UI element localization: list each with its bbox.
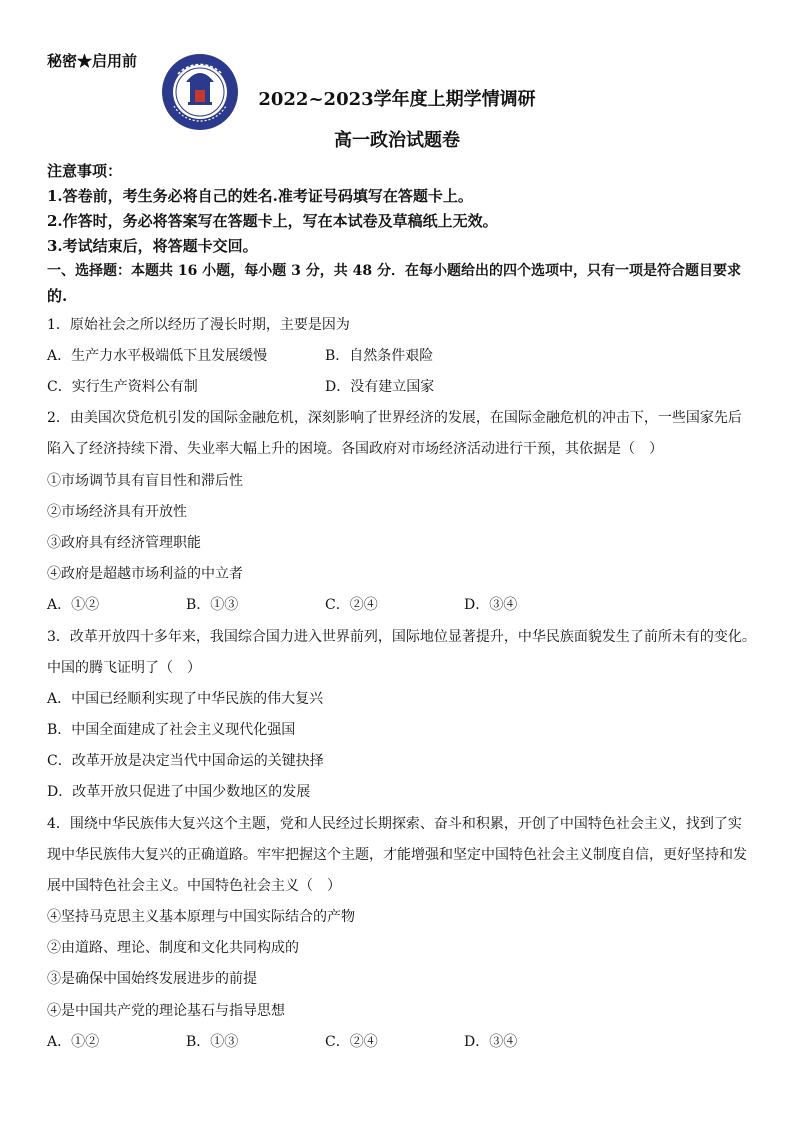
q3-stem-1: 3．改革开放四十多年来，我国综合国力进入世界前列，国际地位显著提升，中华民族面貌发生了前所未有的变化。 <box>47 629 756 645</box>
q4-statement-3: ③是确保中国始终发展进步的前提 <box>47 971 257 987</box>
confidential-mark: 秘密★启用前 <box>47 52 138 70</box>
q2-option-a: A．①② <box>47 597 100 613</box>
exam-title-line2: 高一政治试题卷 <box>334 130 460 151</box>
q2-option-c: C．②④ <box>325 597 378 613</box>
notice-heading: 注意事项： <box>47 162 123 180</box>
q4-option-d: D．③④ <box>464 1034 518 1050</box>
q3-option-c: C．改革开放是决定当代中国命运的关键抉择 <box>47 753 324 769</box>
q2-statement-1: ①市场调节具有盲目性和滞后性 <box>47 473 243 489</box>
notice-item-2: 2.作答时，务必将答案写在答题卡上，写在本试卷及草稿纸上无效。 <box>47 212 498 230</box>
q2-statement-2: ②市场经济具有开放性 <box>47 504 187 520</box>
q1-option-b: B．自然条件艰险 <box>325 348 434 364</box>
q4-option-a: A．①② <box>47 1034 100 1050</box>
q4-stem-3: 展中国特色社会主义。中国特色社会主义（ ） <box>47 878 341 894</box>
section-heading-cont: 的. <box>47 287 68 305</box>
q3-option-a: A．中国已经顺利实现了中华民族的伟大复兴 <box>47 691 324 707</box>
section-heading: 一、选择题：本题共 16 小题，每小题 3 分，共 48 分．在每小题给出的四个选项中，只有一项是符合题目要求 <box>47 263 741 279</box>
q2-stem-2: 陷入了经济持续下滑、失业率大幅上升的困境。各国政府对市场经济活动进行干预，其依据是（ ） <box>47 441 663 457</box>
q4-stem-1: 4．围绕中华民族伟大复兴这个主题，党和人民经过长期探索、奋斗和积累，开创了中国特色社会主义，找到了实 <box>47 816 742 832</box>
q1-stem: 1．原始社会之所以经历了漫长时期，主要是因为 <box>47 317 350 333</box>
q2-option-b: B．①③ <box>186 597 239 613</box>
q1-option-d: D．没有建立国家 <box>325 379 435 395</box>
q3-option-d: D．改革开放只促进了中国少数地区的发展 <box>47 784 311 800</box>
q2-option-d: D．③④ <box>464 597 518 613</box>
q4-statement-2: ②由道路、理论、制度和文化共同构成的 <box>47 940 299 956</box>
q2-stem-1: 2．由美国次贷危机引发的国际金融危机，深刻影响了世界经济的发展，在国际金融危机的冲击下，一些国家先后 <box>47 410 742 426</box>
q1-option-a: A．生产力水平极端低下且发展缓慢 <box>47 348 268 364</box>
q3-stem-2: 中国的腾飞证明了（ ） <box>47 660 201 676</box>
q4-statement-4: ④是中国共产党的理论基石与指导思想 <box>47 1003 285 1019</box>
q4-option-c: C．②④ <box>325 1034 378 1050</box>
q4-stem-2: 现中华民族伟大复兴的正确道路。牢牢把握这个主题，才能增强和坚定中国特色社会主义制度自信，更好坚持和发 <box>47 847 747 863</box>
notice-item-1: 1.答卷前，考生务必将自己的姓名.准考证号码填写在答题卡上。 <box>47 187 473 205</box>
q3-option-b: B．中国全面建成了社会主义现代化强国 <box>47 722 296 738</box>
q2-statement-4: ④政府是超越市场利益的中立者 <box>47 566 243 582</box>
exam-title-line1: 2022~2023学年度上期学情调研 <box>258 89 536 110</box>
q1-option-c: C．实行生产资料公有制 <box>47 379 198 395</box>
q4-statement-1: ④坚持马克思主义基本原理与中国实际结合的产物 <box>47 909 355 925</box>
notice-item-3: 3.考试结束后，将答题卡交回。 <box>47 237 258 255</box>
q4-option-b: B．①③ <box>186 1034 239 1050</box>
q2-statement-3: ③政府具有经济管理职能 <box>47 535 201 551</box>
